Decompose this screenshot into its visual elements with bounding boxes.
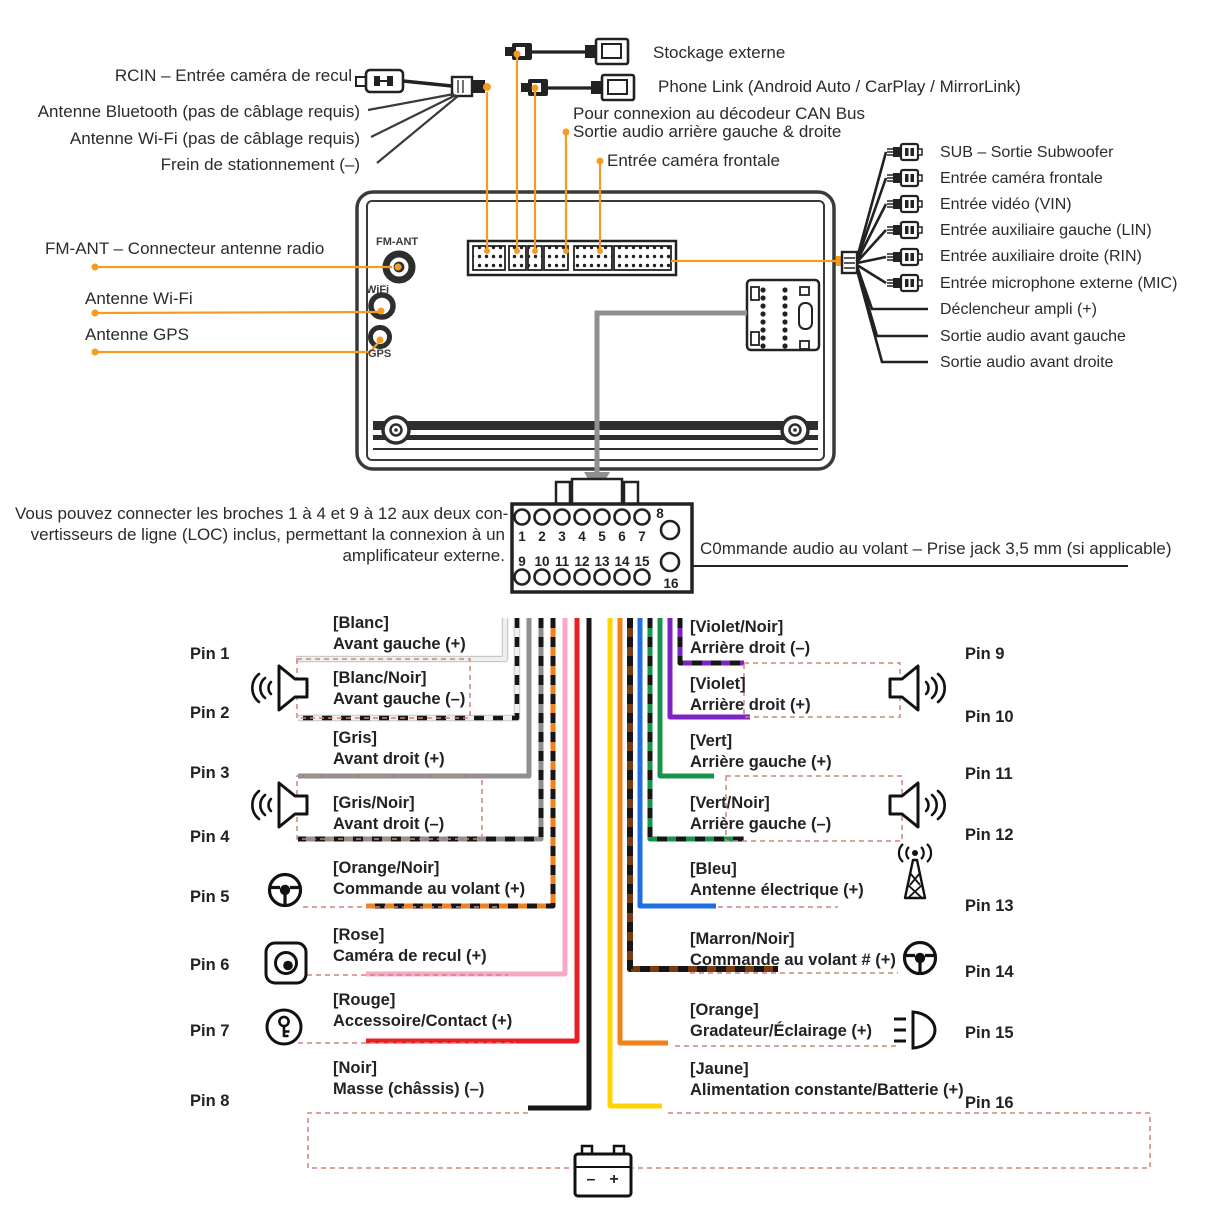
pin-number: 9 <box>518 554 526 569</box>
wire-function-label: Gradateur/Éclairage (+) <box>690 1022 873 1040</box>
pin-number: 4 <box>578 529 586 544</box>
wire-function-label: Arrière droit (+) <box>690 696 811 714</box>
pin16-wire-label <box>690 1059 964 1101</box>
pin-number-right-9: Pin 9 <box>965 645 1005 663</box>
rca-label-front-audio-left: Sortie audio avant gauche <box>940 328 1126 345</box>
pin-number-left-2: Pin 2 <box>190 704 230 722</box>
usb-cable-storage <box>505 39 628 64</box>
pin-number-left-8: Pin 8 <box>190 1092 230 1110</box>
rca-label-front-audio-right: Sortie audio avant droite <box>940 354 1114 371</box>
wire-color-label: [Violet] <box>690 675 746 693</box>
pin-number: 10 <box>534 554 550 569</box>
cable-junction-icon <box>452 77 485 96</box>
pin8-wire-label <box>333 1058 484 1100</box>
rca-label-video-in: Entrée vidéo (VIN) <box>940 196 1072 213</box>
wire-color-label: [Blanc] <box>333 614 389 632</box>
pin-number-right-13: Pin 13 <box>965 897 1014 915</box>
pin-number-right-12: Pin 12 <box>965 826 1014 844</box>
rca-plug-icon <box>887 249 922 265</box>
label-swc-jack: C0mmande audio au volant – Prise jack 3,5 mm (si applicable) <box>700 539 1172 558</box>
pin3-wire-label <box>333 728 445 770</box>
speaker-rear-right-icon <box>890 666 945 710</box>
label-gps-antenna: Antenne GPS <box>85 325 189 344</box>
top-cables <box>356 39 634 163</box>
pin-number-right-10: Pin 10 <box>965 708 1014 726</box>
pin1-wire-label <box>333 613 466 655</box>
jack-label-gps: GPS <box>368 348 392 360</box>
rca-plug-icon <box>887 196 922 212</box>
jack-label-wifi: WiFi <box>366 284 390 296</box>
wire-color-label: [Vert] <box>690 732 733 750</box>
wire-function-label: Arrière gauche (+) <box>690 753 832 771</box>
wire-color-label: [Orange/Noir] <box>333 859 440 877</box>
pin10-wire-label <box>690 674 811 716</box>
label-canbus: Pour connexion au décodeur CAN Bus <box>573 104 866 123</box>
pin4-wire-label <box>333 793 444 835</box>
rca-label-mic-in: Entrée microphone externe (MIC) <box>940 275 1178 292</box>
ignition-key-icon <box>267 1010 301 1044</box>
rca-label-subwoofer: SUB – Sortie Subwoofer <box>940 144 1114 161</box>
pin-number-left-4: Pin 4 <box>190 828 230 846</box>
screw-right <box>782 417 808 443</box>
rcin-rca-plug-icon <box>356 70 403 92</box>
wire-color-label: [Orange] <box>690 1001 759 1019</box>
loc-note-line1: Vous pouvez connecter les broches 1 à 4 et 9 à 12 aux deux con- <box>15 504 509 523</box>
wire-function-label: Caméra de recul (+) <box>333 947 487 965</box>
label-parking-brake: Frein de stationnement (–) <box>160 155 360 174</box>
pin-number: 6 <box>618 529 626 544</box>
wire-color-label: [Blanc/Noir] <box>333 669 427 687</box>
label-front-camera-top: Entrée caméra frontale <box>607 151 780 170</box>
steering-wheel-icon <box>270 875 301 906</box>
wire-color-label: [Rose] <box>333 926 385 944</box>
rca-bundle-right <box>842 144 928 362</box>
rca-plug-icon <box>887 275 922 291</box>
wire-color-label: [Marron/Noir] <box>690 930 795 948</box>
pin14-wire-label <box>690 929 896 971</box>
label-fm-ant: FM-ANT – Connecteur antenne radio <box>45 239 325 258</box>
pin-number: 2 <box>538 529 546 544</box>
pin6-wire-label <box>333 925 487 967</box>
pin-number-left-5: Pin 5 <box>190 888 230 906</box>
pin7-wire-label <box>333 990 512 1032</box>
pin-number: 1 <box>518 529 526 544</box>
rca-label-aux-left: Entrée auxiliaire gauche (LIN) <box>940 222 1152 239</box>
wire-function-label: Accessoire/Contact (+) <box>333 1012 513 1030</box>
pin-number: 7 <box>638 529 646 544</box>
wire-function-label: Alimentation constante/Batterie (+) <box>690 1081 964 1099</box>
rca-plug-icon <box>887 144 922 160</box>
rcin-cable <box>403 81 452 86</box>
rear-camera-icon <box>266 943 306 983</box>
wire-function-label: Commande au volant # (+) <box>690 951 896 969</box>
pin-number-left-3: Pin 3 <box>190 764 230 782</box>
label-rcin: RCIN – Entrée caméra de recul <box>114 66 352 85</box>
wire-color-label: [Bleu] <box>690 860 737 878</box>
label-phone-link: Phone Link (Android Auto / CarPlay / MirrorLink) <box>658 77 1021 96</box>
wire-color-label: [Noir] <box>333 1059 377 1077</box>
wire-function-label: Antenne électrique (+) <box>690 881 864 899</box>
loc-note-line2: vertisseurs de ligne (LOC) inclus, permettant la connexion à un <box>30 525 505 544</box>
pin-number: 5 <box>598 529 606 544</box>
wire-color-label: [Rouge] <box>333 991 396 1009</box>
label-wifi-antenna-top: Antenne Wi-Fi (pas de câblage requis) <box>69 129 360 148</box>
wire-color-label: [Violet/Noir] <box>690 618 784 636</box>
jack-label-fm-ant: FM-ANT <box>376 236 419 248</box>
wire-function-label: Commande au volant (+) <box>333 880 526 898</box>
pin-number: 15 <box>634 554 650 569</box>
pin-number-right-11: Pin 11 <box>965 765 1013 783</box>
speaker-front-left-icon <box>252 666 307 710</box>
wire-pin8-black <box>528 618 589 1108</box>
label-rear-audio-out: Sortie audio arrière gauche & droite <box>573 122 842 141</box>
wire-color-label: [Jaune] <box>690 1060 749 1078</box>
pin-number-left-1: Pin 1 <box>190 645 230 663</box>
rca-plug-icon <box>887 170 922 186</box>
wire-color-label: [Vert/Noir] <box>690 794 770 812</box>
battery-icon <box>575 1146 631 1196</box>
pin13-wire-label <box>690 859 864 901</box>
wire-function-label: Arrière gauche (–) <box>690 815 832 833</box>
pin5-wire-label <box>333 858 525 900</box>
pin-number: 16 <box>663 576 679 591</box>
pin-number: 8 <box>656 506 664 521</box>
label-external-storage: Stockage externe <box>653 43 786 62</box>
rca-label-amp-trigger: Déclencheur ampli (+) <box>940 301 1097 318</box>
headlight-dimmer-icon <box>894 1012 935 1048</box>
wire-function-label: Avant droit (+) <box>333 750 445 768</box>
pin-number-right-16: Pin 16 <box>965 1094 1014 1112</box>
pin-number-left-7: Pin 7 <box>190 1022 230 1040</box>
speaker-front-right-icon <box>252 783 307 827</box>
pin-number: 3 <box>558 529 566 544</box>
pin15-wire-label <box>690 1000 872 1042</box>
screw-left <box>383 417 409 443</box>
pin-number: 14 <box>614 554 630 569</box>
pin11-wire-label <box>690 731 832 773</box>
pin-number-left-6: Pin 6 <box>190 956 230 974</box>
rear-connector-strip <box>468 241 676 275</box>
battery-minus: – <box>586 1171 596 1188</box>
wire-function-label: Avant gauche (–) <box>333 690 466 708</box>
label-wifi-antenna: Antenne Wi-Fi <box>85 289 193 308</box>
wire-function-label: Arrière droit (–) <box>690 639 811 657</box>
pin-number: 11 <box>554 554 570 569</box>
main-harness-socket <box>747 280 819 350</box>
power-antenna-icon <box>899 844 931 898</box>
pin-number: 12 <box>574 554 590 569</box>
steering-wheel-icon <box>905 943 936 974</box>
wire-function-label: Masse (châssis) (–) <box>333 1080 485 1098</box>
pin-number: 13 <box>594 554 610 569</box>
antenna-fan-cables <box>368 94 458 163</box>
loc-note-line3: amplificateur externe. <box>342 546 505 565</box>
pin-number-right-14: Pin 14 <box>965 963 1014 981</box>
label-bluetooth-antenna: Antenne Bluetooth (pas de câblage requis) <box>37 102 360 121</box>
rca-label-aux-right: Entrée auxiliaire droite (RIN) <box>940 248 1142 265</box>
pin-number-right-15: Pin 15 <box>965 1024 1014 1042</box>
wire-color-label: [Gris/Noir] <box>333 794 415 812</box>
wire-color-label: [Gris] <box>333 729 378 747</box>
rca-plug-icon <box>887 222 922 238</box>
pin2-wire-label <box>333 668 465 710</box>
harness-connector <box>512 479 1128 592</box>
pin12-wire-label <box>690 793 831 835</box>
speaker-rear-left-icon <box>890 783 945 827</box>
pin9-wire-label <box>690 617 810 659</box>
battery-plus: + <box>609 1171 619 1188</box>
wire-function-label: Avant droit (–) <box>333 815 445 833</box>
wire-function-label: Avant gauche (+) <box>333 635 466 653</box>
rca-label-front-camera: Entrée caméra frontale <box>940 170 1103 187</box>
